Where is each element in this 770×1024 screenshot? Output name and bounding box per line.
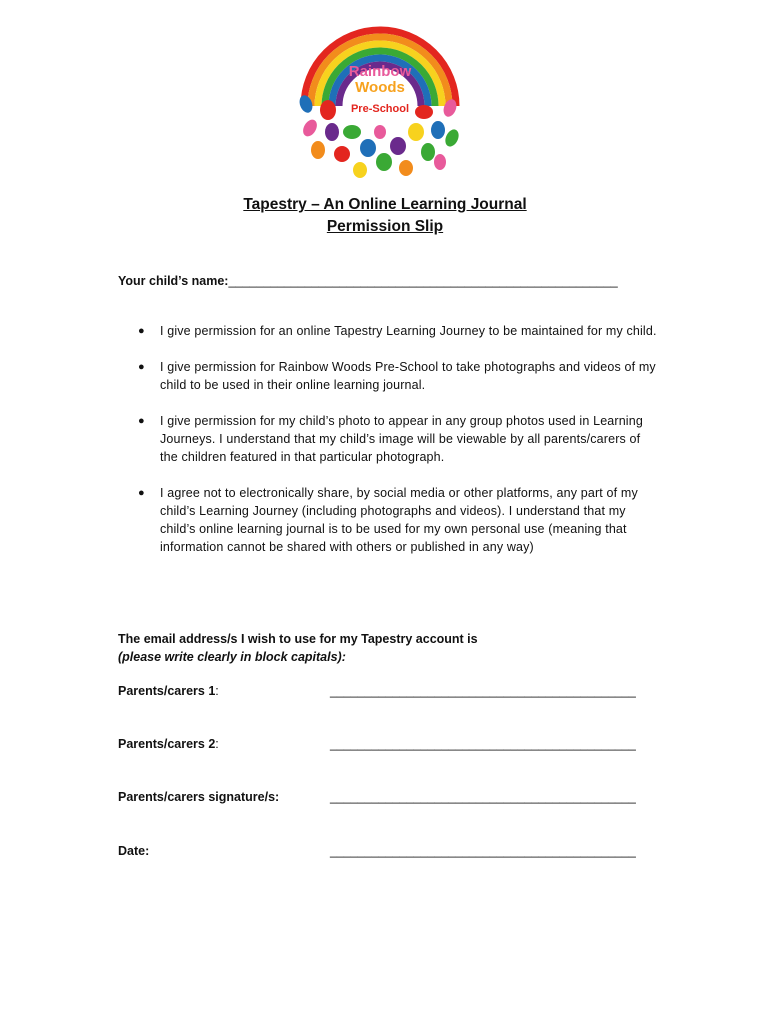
parent2-colon: : xyxy=(215,737,219,751)
parent2-email-row xyxy=(118,737,636,751)
bullet-icon: ● xyxy=(138,361,145,373)
bullet-icon: ● xyxy=(138,487,145,499)
document-subtitle: Permission Slip xyxy=(326,218,444,235)
parent1-email-field[interactable]: ____________________________________________ xyxy=(330,684,636,698)
document-title: Tapestry – An Online Learning Journal xyxy=(243,196,527,213)
parent1-label: Parents/carers 1 xyxy=(118,684,216,698)
list-item xyxy=(118,484,658,556)
logo-text-rainbow: Rainbow xyxy=(348,63,412,80)
child-name-field[interactable]: ________________________________________________________ xyxy=(228,274,618,288)
email-heading-text: The email address/s I wish to use for my Tapestry account is xyxy=(118,632,478,646)
email-subheading-text: (please write clearly in block capitals): xyxy=(118,650,346,664)
permission-list xyxy=(118,322,658,574)
logo-text-woods: Woods xyxy=(355,79,405,96)
bullet-icon: ● xyxy=(138,325,145,337)
list-item xyxy=(118,358,658,394)
bullet-icon: ● xyxy=(138,415,145,427)
date-field[interactable]: ____________________________________________ xyxy=(330,844,636,858)
permission-text: I give permission for an online Tapestry Learning Journey to be maintained for my child. xyxy=(160,324,657,338)
child-name-label: Your child’s name: xyxy=(118,274,229,288)
permission-text: I agree not to electronically share, by social media or other platforms, any part of my child’s Learning Journey (including photographs and videos). I understand that my child’s online learning journal is to be used for my own personal use (meaning that information cannot be shared with others or published in any way) xyxy=(160,486,638,554)
rainbow-woods-logo xyxy=(288,20,472,186)
list-item xyxy=(118,412,658,466)
signature-field[interactable]: ____________________________________________ xyxy=(330,790,636,804)
logo-text-preschool: Pre-School xyxy=(350,103,410,115)
child-name-row xyxy=(118,274,618,288)
parent2-label: Parents/carers 2 xyxy=(118,737,216,751)
list-item xyxy=(118,322,658,340)
permission-text: I give permission for Rainbow Woods Pre-School to take photographs and videos of my child to be used in their online learning journal. xyxy=(160,360,656,392)
parent1-email-row xyxy=(118,684,636,698)
permission-text: I give permission for my child’s photo to appear in any group photos used in Learning Journeys. I understand that my child’s image will be viewable by all parents/carers of the children featured in that particular photograph. xyxy=(160,414,643,464)
rainbow-logo-icon xyxy=(288,20,472,186)
date-row xyxy=(118,844,636,858)
parent2-email-field[interactable]: ____________________________________________ xyxy=(330,737,636,751)
date-label: Date: xyxy=(118,844,150,858)
parent1-colon: : xyxy=(215,684,219,698)
signature-label: Parents/carers signature/s: xyxy=(118,790,280,804)
email-section-heading xyxy=(118,630,478,666)
signature-row xyxy=(118,790,636,804)
